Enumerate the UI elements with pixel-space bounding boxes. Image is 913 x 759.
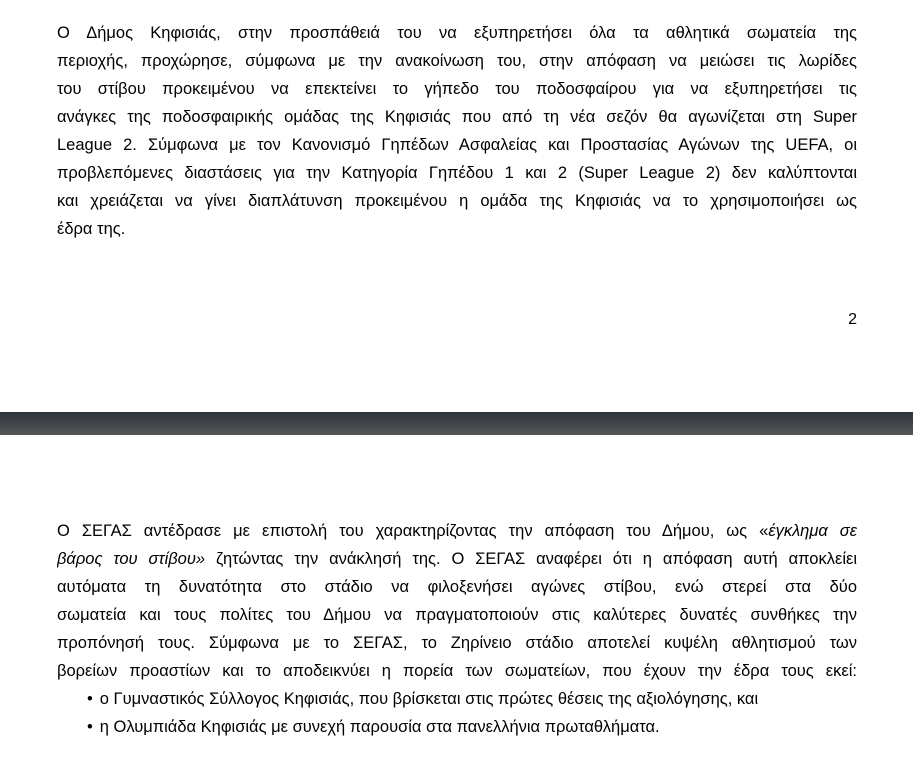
paragraph-line — [57, 545, 857, 573]
paragraph-line: βορείων προαστίων και το αποδεικνύει η πορεία των σωματείων, που έχουν την έδρα τους εκεί: — [57, 662, 857, 680]
page-number: 2 — [848, 311, 857, 328]
list-item — [57, 713, 857, 741]
paragraph-line: του στίβου προκειμένου να επεκτείνει το γήπεδο του ποδοσφαίρου για να εξυπηρετήσει τις — [57, 80, 857, 98]
list-item-text: η Ολυμπιάδα Κηφισιάς με συνεχή παρουσία στα πανελλήνια πρωταθλήματα. — [99, 718, 660, 736]
quote-italic-segment: βάρος του στίβου» — [57, 550, 206, 568]
list-item-text: ο Γυμναστικός Σύλλογος Κηφισιάς, που βρίσκεται στις πρώτες θέσεις της αξιολόγησης, και — [99, 690, 759, 708]
paragraph-line: σωματεία και τους πολίτες του Δήμου να πραγματοποιούν στις καλύτερες δυνατές συνθήκες την — [57, 606, 857, 624]
quote-normal-segment: Ο ΣΕΓΑΣ αντέδρασε με επιστολή του χαρακτηρίζοντας την απόφαση του Δήμου, ως « — [57, 522, 769, 540]
paragraph-line: Ο Δήμος Κηφισιάς, στην προσπάθειά του να εξυπηρετήσει όλα τα αθλητικά σωματεία της — [57, 24, 857, 42]
paragraph-line: και χρειάζεται να γίνει διαπλάτυνση προκειμένου η ομάδα της Κηφισιάς να το χρησιμοποιήσει ως — [57, 192, 857, 210]
paragraph-line: προπόνησή τους. Σύμφωνα με το ΣΕΓΑΣ, το Ζηρίνειο στάδιο αποτελεί κυψέλη αθλητισμού των — [57, 634, 857, 652]
paragraph-line: περιοχής, προχώρησε, σύμφωνα με την ανακοίνωση του, στην απόφαση να μειώσει τις λωρίδες — [57, 52, 857, 70]
page-break-divider — [0, 412, 913, 435]
paragraph-line: αυτόματα τη δυνατότητα στο στάδιο να φιλοξενήσει αγώνες στίβου, ενώ στερεί στα δύο — [57, 578, 857, 596]
bullet-icon: • — [87, 718, 93, 736]
page1-paragraph — [57, 19, 857, 243]
paragraph-line: ανάγκες της ποδοσφαιρικής ομάδας της Κηφισιάς που από τη νέα σεζόν θα αγωνίζεται στη Super — [57, 108, 857, 126]
bullet-icon: • — [87, 690, 93, 708]
paragraph-line: προβλεπόμενες διαστάσεις για την Κατηγορία Γηπέδου 1 και 2 (Super League 2) δεν καλύπτονται — [57, 164, 857, 182]
page2-paragraph — [57, 517, 857, 741]
paragraph-line: έδρα της. — [57, 220, 126, 238]
paragraph-line — [57, 517, 857, 545]
quote-italic-segment: έγκλημα σε — [768, 522, 857, 540]
paragraph-line: League 2. Σύμφωνα με τον Κανονισμό Γηπέδων Ασφαλείας και Προστασίας Αγώνων της UEFA, οι — [57, 136, 857, 154]
list-item — [57, 685, 857, 713]
quote-normal-segment: ζητώντας την ανάκλησή της. Ο ΣΕΓΑΣ αναφέρει ότι η απόφαση αυτή αποκλείει — [205, 550, 857, 568]
